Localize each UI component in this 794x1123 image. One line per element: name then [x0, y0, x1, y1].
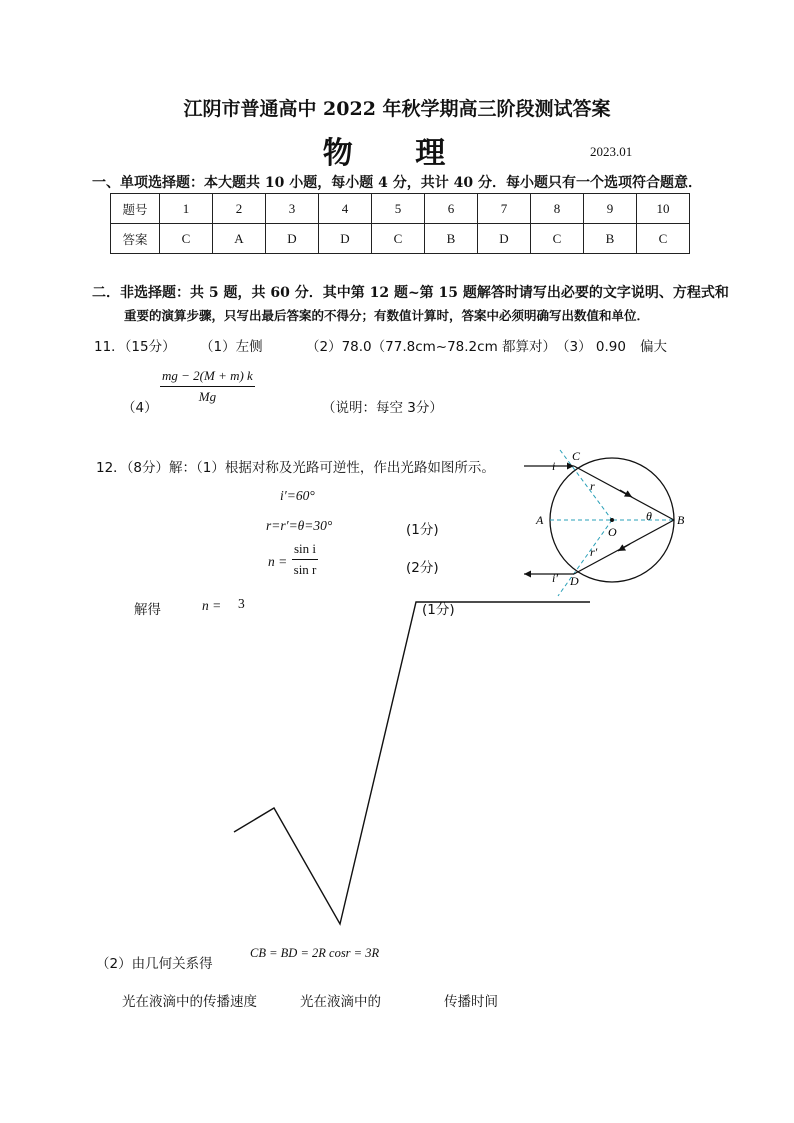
section1-heading: 一、单项选择题：本大题共 10 小题，每小题 4 分，共计 40 分．每小题只有一个选项符合题意． [92, 175, 702, 191]
question-number: 9 [584, 194, 637, 224]
row-header-number: 题号 [111, 194, 160, 224]
label-theta: θ [646, 509, 652, 523]
fraction-denominator: Mg [198, 389, 217, 404]
q12-eq3-lhs: n = [268, 554, 288, 569]
label-a: A [536, 513, 544, 527]
question-number: 5 [372, 194, 425, 224]
q12-solve-label: 解得 [134, 602, 161, 618]
q12-eq2-score: (1分) [406, 522, 439, 538]
q12-time-label: 传播时间 [444, 994, 498, 1010]
q12-intro: 12．（8分）解：（1）根据对称及光路可逆性，作出光路如图所示。 [96, 460, 495, 476]
fraction-denominator: sin r [293, 562, 317, 577]
ray-arrow [620, 490, 632, 497]
label-i: i [552, 459, 556, 473]
ray-arrow [618, 544, 630, 551]
fraction-numerator: sin i [292, 541, 318, 560]
page-title: 江阴市普通高中 2022 年秋学期高三阶段测试答案 [183, 98, 611, 120]
question-number: 3 [266, 194, 319, 224]
q11-part3: （3） 0.90 [556, 339, 626, 355]
q12-eq3-score: (2分) [406, 560, 439, 576]
q12-part2-label: （2）由几何关系得 [96, 956, 213, 972]
q12-part2-equation: CB = BD = 2R cosr = 3R [250, 946, 380, 960]
section2-heading-line2: 重要的演算步骤，只写出最后答案的不得分；有数值计算时，答案中必须明确写出数值和单位． [124, 308, 650, 323]
q12-solve-score: (1分) [422, 602, 455, 618]
q12-speed-label: 光在液滴中的传播速度 [122, 994, 257, 1010]
q12-eq2: r=r′=θ=30° [266, 518, 333, 533]
label-r: r [590, 479, 595, 493]
question-number: 10 [637, 194, 690, 224]
answer-cell: D [319, 224, 372, 254]
normal-line-c [560, 450, 612, 520]
question-number: 8 [531, 194, 584, 224]
q11-part4-label: （4） [122, 400, 158, 416]
q12-solve-value: 3 [238, 596, 245, 611]
q11-note: （说明：每空 3分） [322, 400, 443, 416]
fraction-numerator: mg − 2(M + m) k [160, 368, 255, 387]
answer-cell: D [478, 224, 531, 254]
answer-cell: C [531, 224, 584, 254]
question-number: 6 [425, 194, 478, 224]
label-o: O [608, 525, 617, 539]
question-number: 4 [319, 194, 372, 224]
answer-cell: B [584, 224, 637, 254]
section2-heading-line1: 二．非选择题：共 5 题，共 60 分．其中第 12 题~第 15 题解答时请写出必要的文字说明、方程式和 [92, 285, 729, 301]
label-b: B [677, 513, 685, 527]
answer-cell: C [372, 224, 425, 254]
exam-date: 2023.01 [590, 144, 633, 159]
label-c: C [572, 449, 581, 463]
q11-part2: （2）78.0（77.8cm~78.2cm 都算对） [306, 339, 557, 355]
question-number: 2 [213, 194, 266, 224]
q12-eq1: i′=60° [280, 488, 315, 503]
label-d: D [570, 574, 579, 588]
label-i-prime: i′ [552, 571, 558, 585]
optics-diagram [500, 440, 710, 610]
answer-cell: C [160, 224, 213, 254]
answer-cell: D [266, 224, 319, 254]
question-number: 1 [160, 194, 213, 224]
answer-cell: A [213, 224, 266, 254]
q11-part3b: 偏大 [640, 339, 667, 355]
row-header-answer: 答案 [111, 224, 160, 254]
q11-label: 11．（15分） [94, 339, 176, 355]
subject-title: 物 理 [322, 136, 472, 171]
q11-part1: （1）左侧 [200, 339, 263, 355]
answer-cell: B [425, 224, 478, 254]
answer-cell: C [637, 224, 690, 254]
question-number: 7 [478, 194, 531, 224]
label-r-prime: r′ [590, 545, 598, 559]
q12-path-label: 光在液滴中的 [300, 994, 381, 1010]
q12-solve-lhs: n = [202, 598, 222, 613]
center-point [610, 518, 614, 522]
